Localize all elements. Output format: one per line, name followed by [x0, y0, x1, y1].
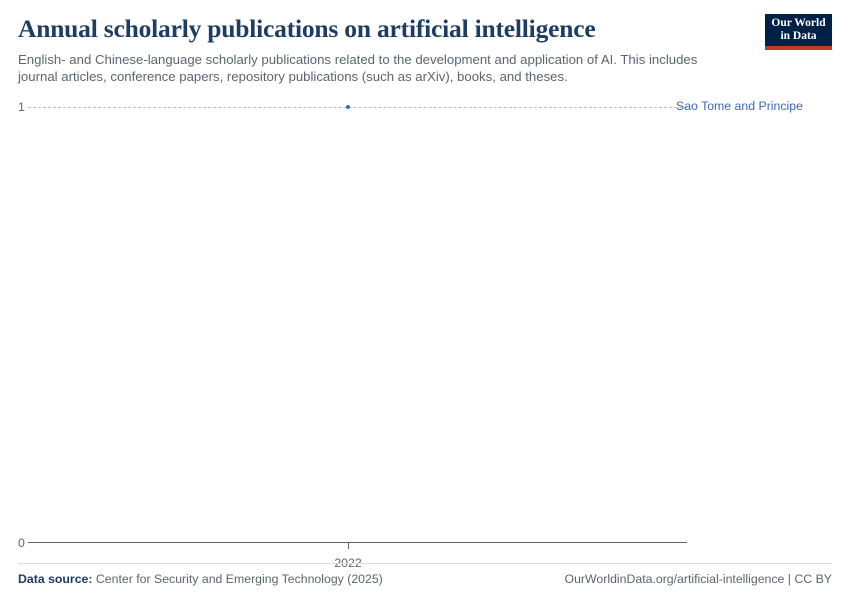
gridline-value-1 — [28, 107, 687, 108]
data-source-label: Data source: — [18, 572, 93, 586]
data-point-sao-tome-and-principe-2022[interactable] — [346, 105, 351, 110]
y-axis-tick-1: 1 — [18, 99, 25, 114]
chart-subtitle: English- and Chinese-language scholarly publications related to the development and application of AI. This includes journal articles, conference papers, repository publications (such as arXiv), books, and theses. — [18, 51, 698, 85]
chart-footer — [18, 563, 832, 586]
y-axis-tick-0: 0 — [18, 535, 25, 550]
owid-url[interactable]: OurWorldinData.org/artificial-intelligence — [564, 572, 785, 586]
x-axis-tick-mark — [348, 542, 349, 549]
data-source — [18, 572, 383, 586]
data-source-text: Center for Security and Emerging Technology (2025) — [95, 572, 383, 586]
x-axis-tick-label-2022: 2022 — [334, 555, 362, 570]
footer-separator: | — [787, 572, 791, 586]
footer-links — [565, 572, 832, 586]
logo-line-1: Our World — [771, 17, 826, 29]
logo-line-2: in Data — [780, 29, 817, 42]
series-label-sao-tome-and-principe[interactable]: Sao Tome and Principe — [676, 98, 803, 113]
chart-header — [18, 14, 832, 86]
x-axis-line — [28, 542, 687, 543]
page-title: Annual scholarly publications on artificial intelligence — [18, 14, 596, 43]
chart-plot-area — [18, 98, 832, 570]
license-label[interactable]: CC BY — [794, 572, 832, 586]
our-world-in-data-logo[interactable] — [765, 14, 832, 50]
